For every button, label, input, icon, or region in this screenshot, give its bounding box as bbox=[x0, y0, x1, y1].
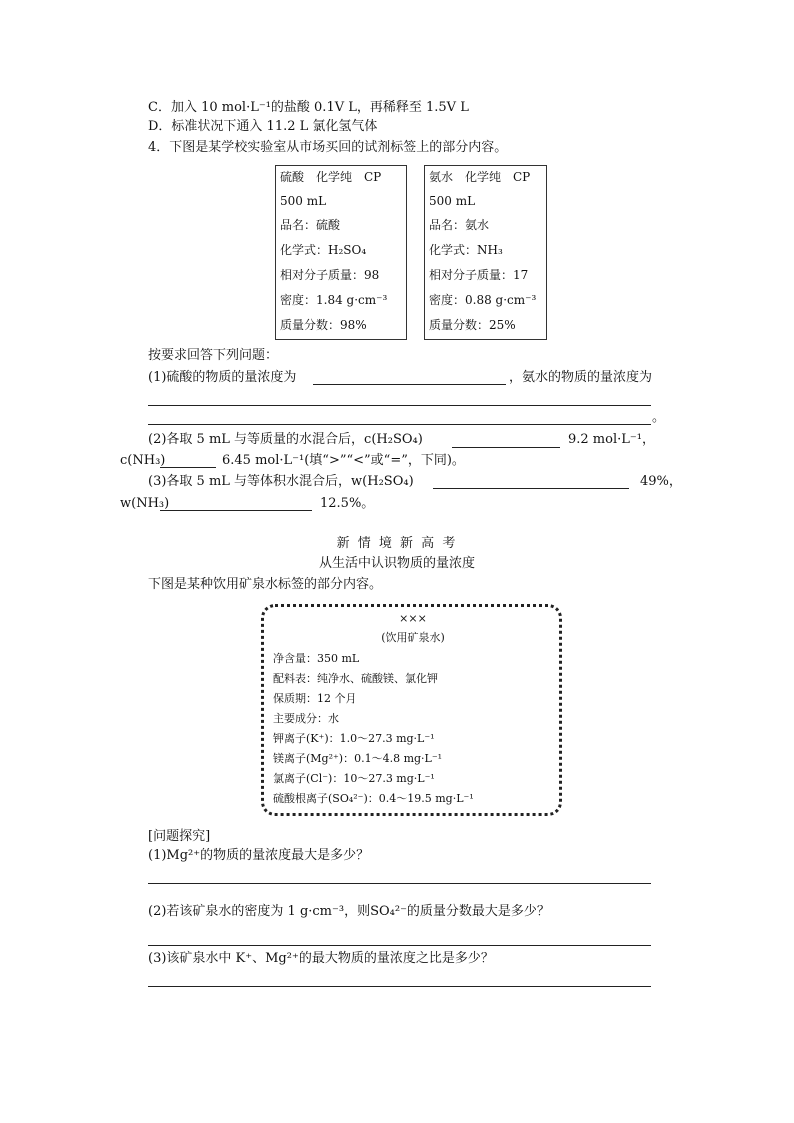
label-density: 密度：0.88 g·cm⁻³ bbox=[429, 293, 537, 307]
label-sulfate: 硫酸根离子(SO₄²⁻)：0.4～19.5 mg·L⁻¹ bbox=[273, 792, 474, 805]
label-volume: 500 mL bbox=[429, 194, 476, 208]
period: 。 bbox=[652, 410, 666, 425]
answer-line[interactable] bbox=[148, 985, 651, 987]
part-2-value: 9.2 mol·L⁻¹， bbox=[568, 432, 655, 447]
answer-line[interactable] bbox=[148, 882, 651, 884]
label-main-component: 主要成分：水 bbox=[273, 712, 339, 725]
label-ingredients: 配料表：纯净水、硫酸镁、氯化钾 bbox=[273, 672, 438, 685]
part-3-value: 49%， bbox=[640, 474, 682, 489]
answer-blank[interactable] bbox=[160, 509, 312, 511]
label-kind: (饮用矿泉水) bbox=[381, 631, 445, 644]
label-brand: ××× bbox=[399, 612, 427, 625]
part-3-value-d: 12.5%。 bbox=[320, 496, 375, 511]
part-2-value-d: 6.45 mol·L⁻¹(填“>”“<”或“=”，下同)。 bbox=[222, 453, 465, 468]
label-header: 硫酸 化学纯 CP bbox=[280, 170, 382, 184]
label-molar-mass: 相对分子质量：98 bbox=[280, 268, 380, 282]
section-title: 新 情 境 新 高 考 bbox=[336, 536, 458, 551]
answer-blank[interactable] bbox=[160, 466, 216, 468]
label-formula: 化学式：NH₃ bbox=[429, 243, 503, 257]
label-density: 密度：1.84 g·cm⁻³ bbox=[280, 293, 388, 307]
section-intro: 下图是某种饮用矿泉水标签的部分内容。 bbox=[148, 577, 383, 592]
label-name: 品名：硫酸 bbox=[280, 218, 341, 232]
option-c: C．加入 10 mol·L⁻¹的盐酸 0.1V L，再稀释至 1.5V L bbox=[148, 100, 469, 115]
label-header: 氨水 化学纯 CP bbox=[429, 170, 531, 184]
answer-blank[interactable] bbox=[452, 446, 560, 448]
label-shelf-life: 保质期：12 个月 bbox=[273, 692, 357, 705]
question-4-stem: 4．下图是某学校实验室从市场买回的试剂标签上的部分内容。 bbox=[148, 140, 508, 155]
label-formula: 化学式：H₂SO₄ bbox=[280, 243, 367, 257]
part-2-prompt: (2)各取 5 mL 与等质量的水混合后，c(H₂SO₄) bbox=[148, 432, 423, 447]
label-chloride: 氯离子(Cl⁻)：10～27.3 mg·L⁻¹ bbox=[273, 772, 435, 785]
part-3-prompt-c: w(NH₃) bbox=[120, 496, 170, 511]
answer-line[interactable] bbox=[148, 944, 651, 946]
option-d: D．标准状况下通入 11.2 L 氯化氢气体 bbox=[148, 119, 378, 134]
label-potassium: 钾离子(K⁺)：1.0～27.3 mg·L⁻¹ bbox=[273, 732, 435, 745]
label-volume: 500 mL bbox=[280, 194, 327, 208]
answer-blank[interactable] bbox=[148, 423, 651, 425]
label-magnesium: 镁离子(Mg²⁺)：0.1～4.8 mg·L⁻¹ bbox=[273, 752, 443, 765]
explore-question-1: (1)Mg²⁺的物质的量浓度最大是多少？ bbox=[148, 848, 370, 863]
part-2-prompt-c: c(NH₃) bbox=[120, 453, 166, 468]
instruction: 按要求回答下列问题： bbox=[148, 348, 279, 363]
explore-heading: [问题探究] bbox=[148, 829, 211, 844]
label-name: 品名：氨水 bbox=[429, 218, 490, 232]
label-molar-mass: 相对分子质量：17 bbox=[429, 268, 529, 282]
reagent-label-ammonia bbox=[424, 165, 547, 340]
section-subtitle: 从生活中认识物质的量浓度 bbox=[318, 556, 475, 571]
part-1-prompt-b: ，氨水的物质的量浓度为 bbox=[509, 370, 653, 385]
part-1-prompt: (1)硫酸的物质的量浓度为 bbox=[148, 370, 297, 385]
explore-question-3: (3)该矿泉水中 K⁺、Mg²⁺的最大物质的量浓度之比是多少？ bbox=[148, 951, 494, 966]
part-3-prompt: (3)各取 5 mL 与等体积水混合后，w(H₂SO₄) bbox=[148, 474, 414, 489]
reagent-label-sulfuric-acid bbox=[275, 165, 407, 340]
label-mass-fraction: 质量分数：98% bbox=[280, 318, 367, 332]
label-mass-fraction: 质量分数：25% bbox=[429, 318, 516, 332]
answer-blank[interactable] bbox=[433, 487, 629, 489]
answer-blank[interactable] bbox=[313, 383, 506, 385]
explore-question-2: (2)若该矿泉水的密度为 1 g·cm⁻³，则SO₄²⁻的质量分数最大是多少？ bbox=[148, 904, 550, 919]
label-net-content: 净含量：350 mL bbox=[273, 652, 360, 665]
answer-blank[interactable] bbox=[148, 404, 651, 406]
